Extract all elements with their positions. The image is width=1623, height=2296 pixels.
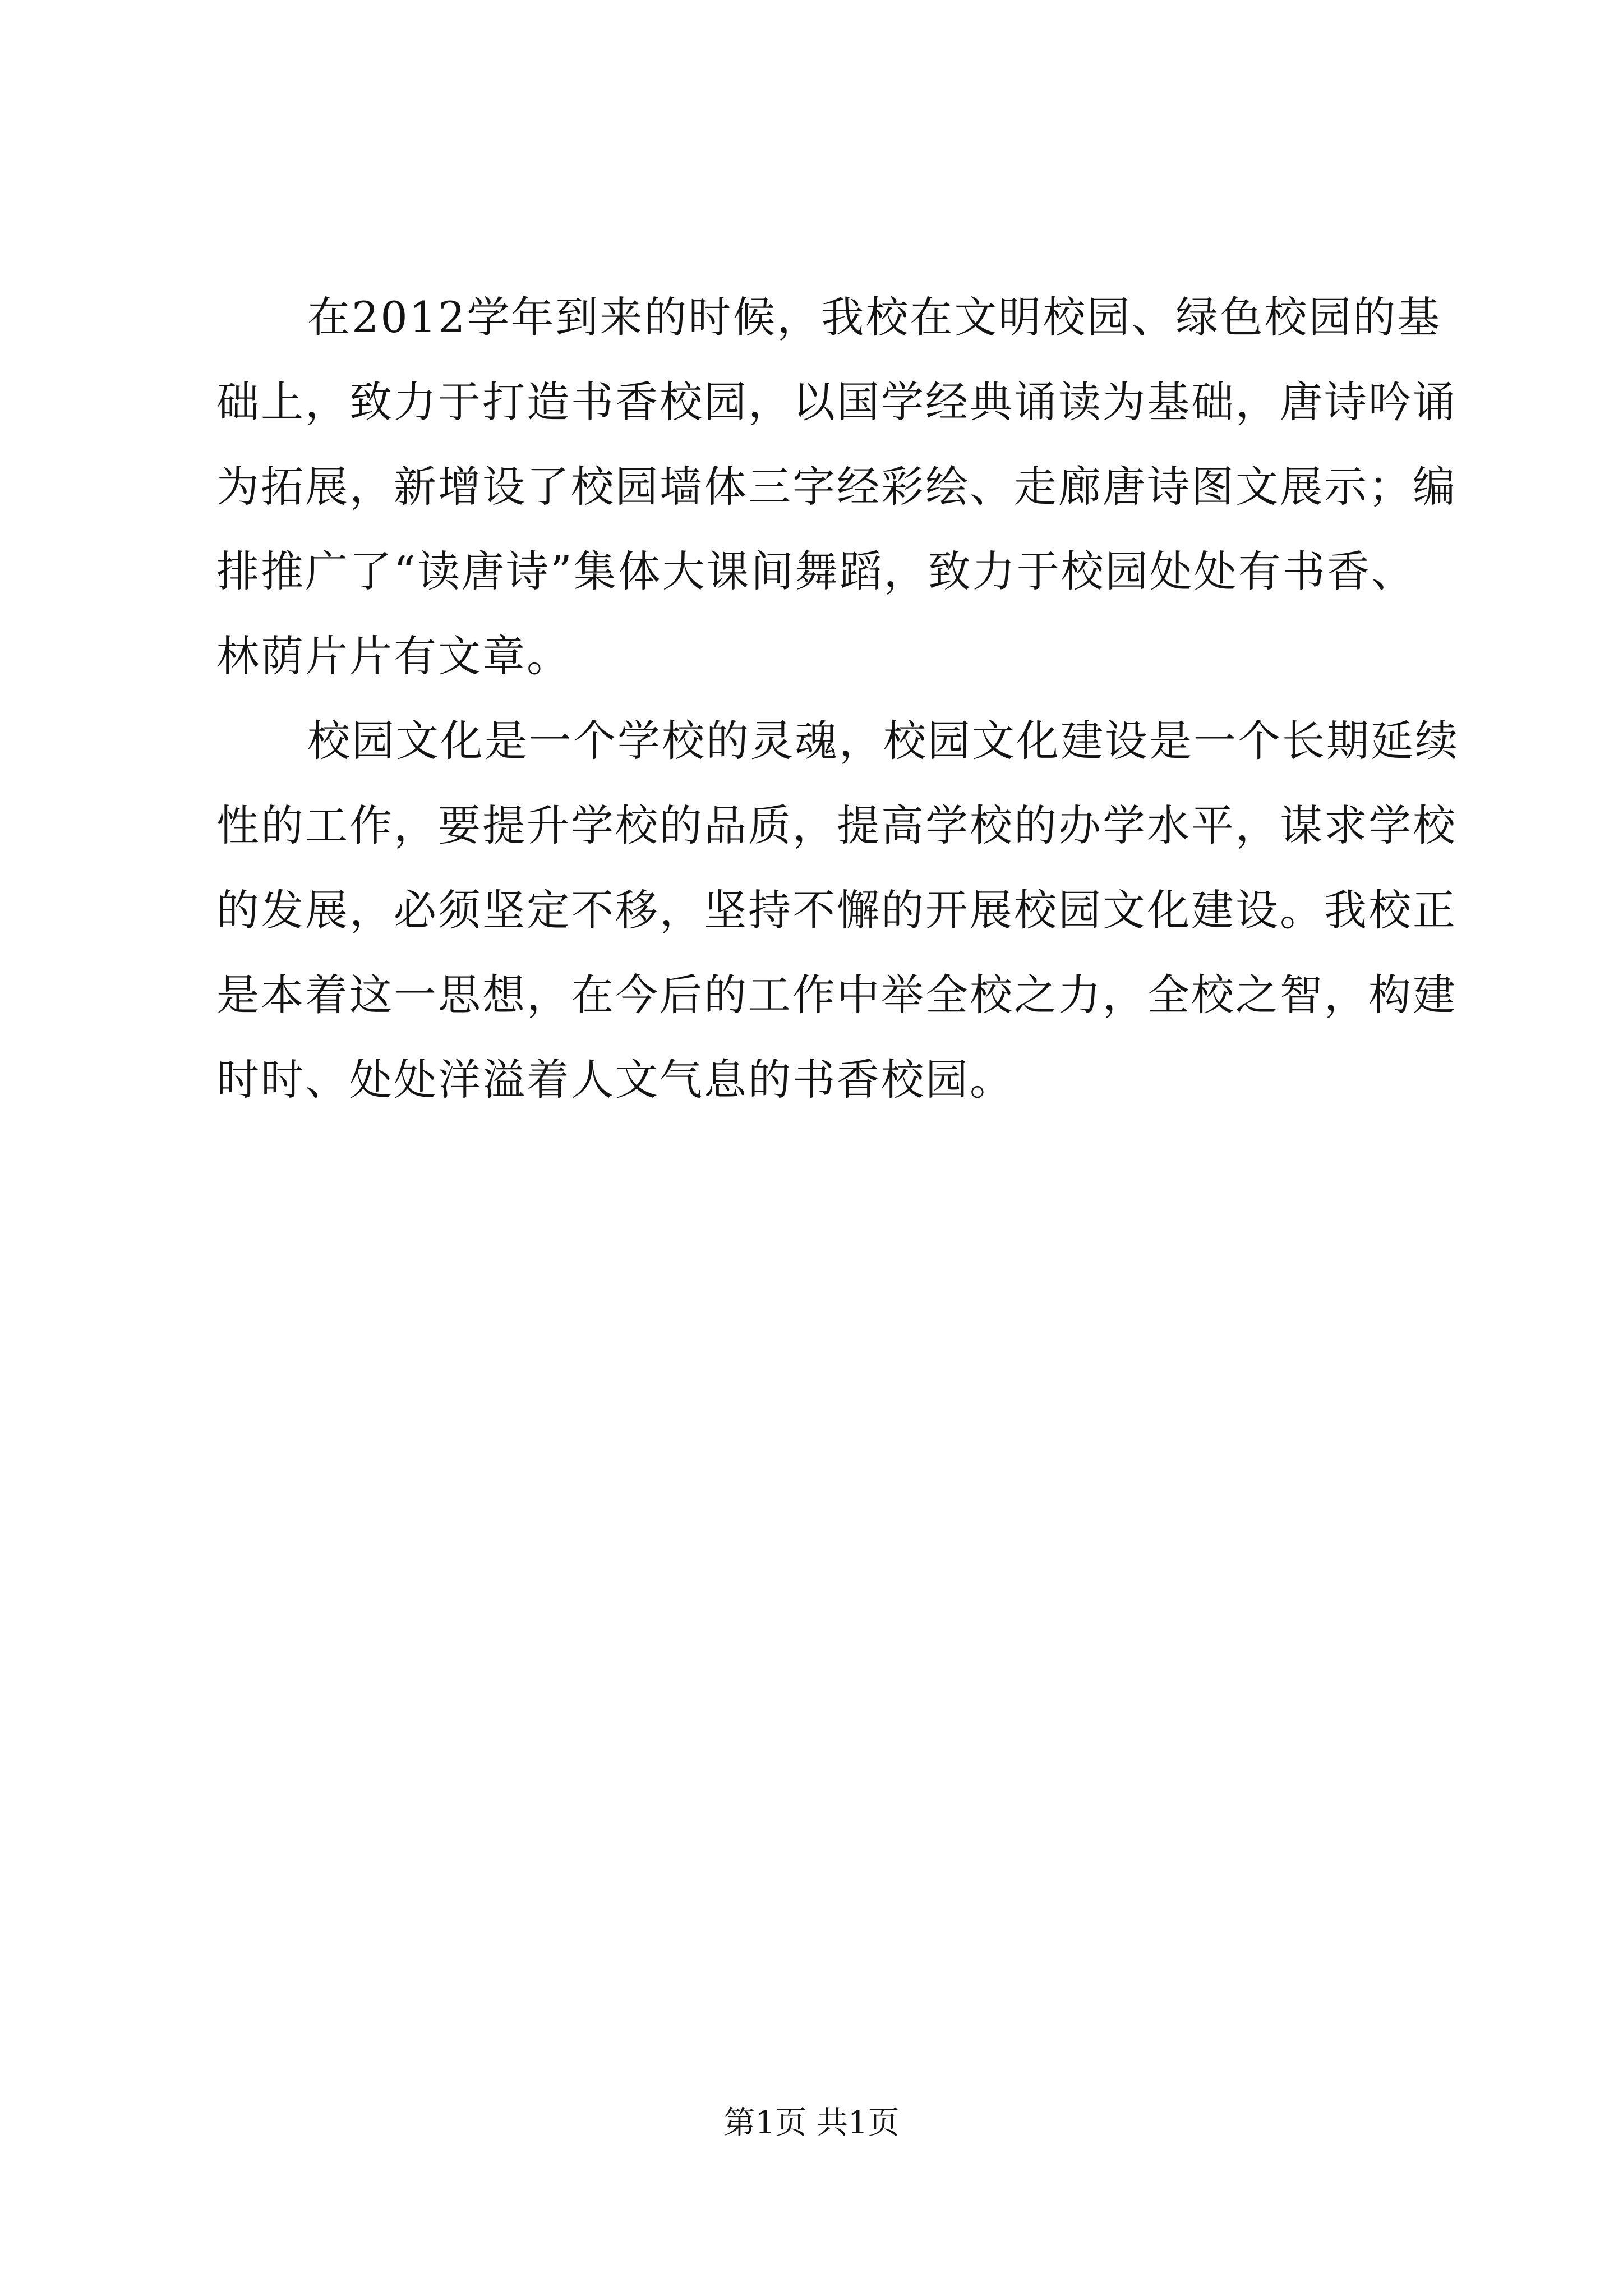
paragraph-2 [216, 698, 1459, 1122]
text-line: 林荫片片有文章。 [216, 631, 571, 681]
page-number-footer: 第1页 共1页 [723, 2105, 900, 2141]
text-line: 为拓展，新增设了校园墙体三字经彩绘、走廊唐诗图文展示；编 [216, 462, 1457, 512]
document-body [216, 275, 1459, 1122]
text-line: 性的工作，要提升学校的品质，提高学校的办学水平，谋求学校 [216, 800, 1457, 850]
text-line: 校园文化是一个学校的灵魂，校园文化建设是一个长期延续 [307, 716, 1459, 766]
text-line: 排推广了“读唐诗”集体大课间舞蹈，致力于校园处处有书香、 [216, 546, 1415, 596]
paragraph-1 [216, 275, 1457, 698]
text-line: 础上，致力于打造书香校园，以国学经典诵读为基础，唐诗吟诵 [216, 377, 1457, 427]
text-line: 在2012学年到来的时候，我校在文明校园、绿色校园的基 [307, 292, 1442, 342]
text-line: 是本着这一思想，在今后的工作中举全校之力，全校之智，构建 [216, 970, 1457, 1020]
text-line: 时时、处处洋溢着人文气息的书香校园。 [216, 1055, 1014, 1105]
text-line: 的发展，必须坚定不移，坚持不懈的开展校园文化建设。我校正 [216, 885, 1457, 935]
